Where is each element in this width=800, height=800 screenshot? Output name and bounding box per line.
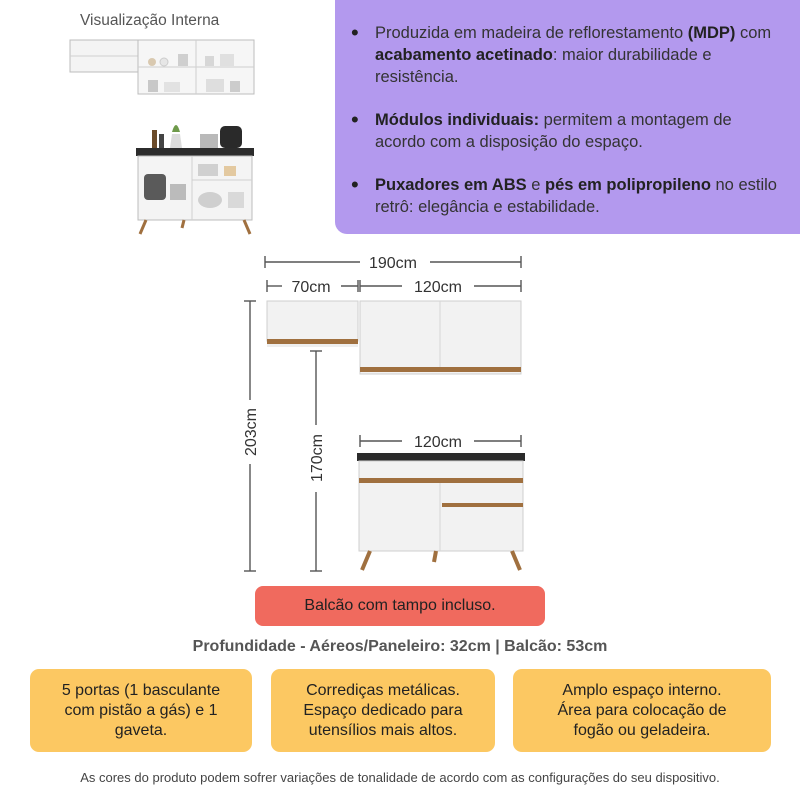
card-space-line-1: Amplo espaço interno. bbox=[562, 681, 722, 699]
card-space bbox=[513, 669, 771, 752]
feature-material: • Produzida em madeira de reflorestamento (MDP) com acabamento acetinado: maior durabilidade e resistência. bbox=[371, 22, 782, 88]
card-doors-line-2: com pistão a gás) e 1 bbox=[64, 701, 218, 719]
color-disclaimer: As cores do produto podem sofrer variações de tonalidade de acordo com as configurações do seu dispositivo. bbox=[80, 770, 720, 785]
interior-view-title: Visualização Interna bbox=[80, 12, 220, 29]
card-doors-line-3: gaveta. bbox=[114, 721, 168, 739]
card-doors bbox=[30, 669, 252, 752]
card-slides-line-3: utensílios mais altos. bbox=[308, 721, 458, 739]
upper-left-width-label: 70cm bbox=[291, 279, 331, 296]
card-slides-line-1: Corrediças metálicas. bbox=[306, 681, 460, 699]
base-cabinet bbox=[357, 453, 525, 570]
counter-to-top-height-label: 170cm bbox=[309, 433, 326, 483]
card-space-line-2: Área para colocação de bbox=[557, 701, 727, 719]
card-doors-line-1: 5 portas (1 basculante bbox=[61, 681, 221, 699]
card-space-line-3: fogão ou geladeira. bbox=[573, 721, 711, 739]
feature-handles-feet: • Puxadores em ABS e pés em polipropileno no estilo retrô: elegância e estabilidade. bbox=[371, 174, 782, 218]
countertop-included-note: Balcão com tampo incluso. bbox=[255, 586, 545, 626]
feature-modules: • Módulos individuais: permitem a montagem de acordo com a disposição do espaço. bbox=[371, 109, 782, 153]
card-slides-line-2: Espaço dedicado para bbox=[303, 701, 463, 719]
total-height-label: 203cm bbox=[243, 407, 260, 457]
card-slides bbox=[271, 669, 495, 752]
upper-right-cabinet bbox=[360, 301, 521, 374]
depth-info: Profundidade - Aéreos/Paneleiro: 32cm | Balcão: 53cm bbox=[192, 638, 608, 655]
upper-right-width-label: 120cm bbox=[413, 279, 463, 296]
total-width-label: 190cm bbox=[368, 255, 418, 272]
upper-left-cabinet bbox=[267, 301, 358, 347]
counter-width-label: 120cm bbox=[413, 434, 463, 451]
